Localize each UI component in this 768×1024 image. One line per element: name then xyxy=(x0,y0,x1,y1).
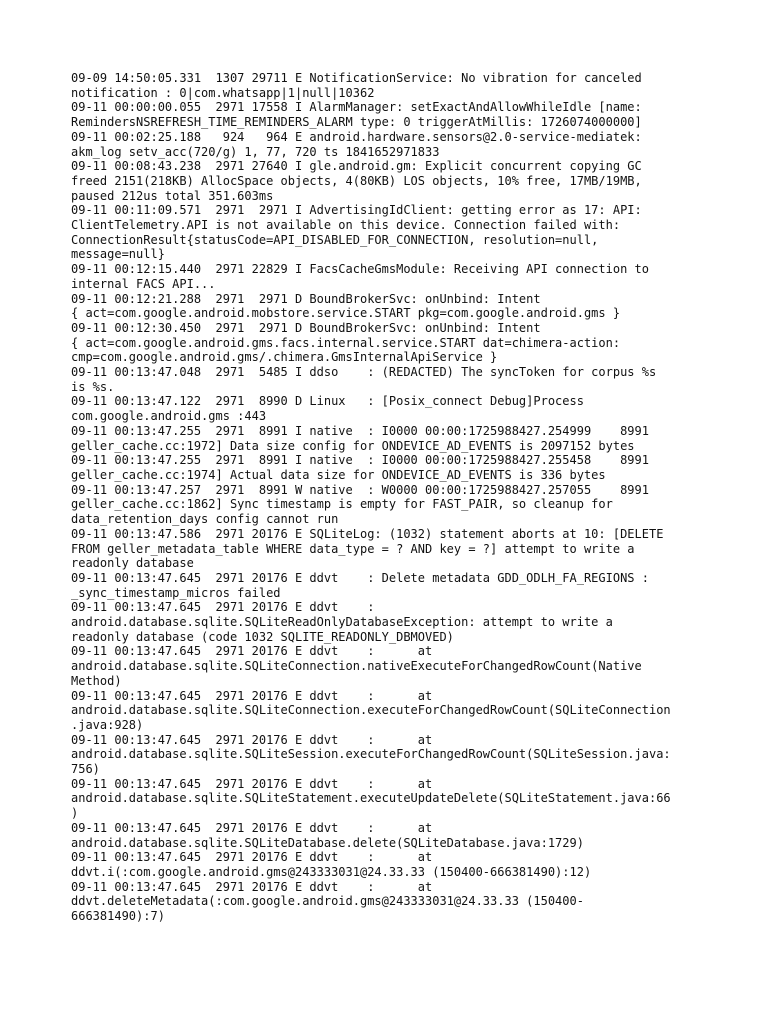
log-line: 09-11 00:08:43.238 2971 27640 I gle.android.gm: Explicit concurrent copying GC xyxy=(71,159,642,174)
log-line: 09-11 00:13:47.645 2971 20176 E ddvt : at xyxy=(71,776,433,791)
log-line: 666381490):7) xyxy=(71,909,165,924)
log-line: 09-11 00:11:09.571 2971 2971 I AdvertisingIdClient: getting error as 17: API: xyxy=(71,203,642,218)
log-line: 09-09 14:50:05.331 1307 29711 E NotificationService: No vibration for canceled xyxy=(71,71,642,85)
log-line: ClientTelemetry.API is not available on this device. Connection failed with: xyxy=(71,218,621,233)
log-line: _sync_timestamp_micros failed xyxy=(71,585,281,600)
log-line: 09-11 00:12:21.288 2971 2971 D BoundBrokerSvc: onUnbind: Intent xyxy=(71,291,541,306)
log-line: android.database.sqlite.SQLiteConnection.nativeExecuteForChangedRowCount(Native xyxy=(71,659,642,674)
log-line: internal FACS API... xyxy=(71,276,216,291)
log-line: is %s. xyxy=(71,379,115,394)
log-line: geller_cache.cc:1974] Actual data size for ONDEVICE_AD_EVENTS is 336 bytes xyxy=(71,467,606,482)
log-line: readonly database (code 1032 SQLITE_READONLY_DBMOVED) xyxy=(71,629,454,644)
log-line: RemindersNSREFRESH_TIME_REMINDERS_ALARM type: 0 triggerAtMillis: 1726074000000] xyxy=(71,115,642,130)
log-line: 09-11 00:13:47.586 2971 20176 E SQLiteLog: (1032) statement aborts at 10: [DELETE xyxy=(71,526,664,541)
log-line: android.database.sqlite.SQLiteConnection.executeForChangedRowCount(SQLiteConnection xyxy=(71,703,671,718)
log-line: 09-11 00:02:25.188 924 964 E android.hardware.sensors@2.0-service-mediatek: xyxy=(71,129,642,144)
log-line: 09-11 00:13:47.255 2971 8991 I native : I0000 00:00:1725988427.254999 8991 xyxy=(71,423,649,438)
log-line: 09-11 00:12:15.440 2971 22829 I FacsCacheGmsModule: Receiving API connection to xyxy=(71,262,649,277)
log-line: 756) xyxy=(71,762,100,777)
log-line: com.google.android.gms :443 xyxy=(71,409,267,424)
log-line: 09-11 00:13:47.645 2971 20176 E ddvt : at xyxy=(71,732,433,747)
log-line: 09-11 00:13:47.122 2971 8990 D Linux : [Posix_connect Debug]Process xyxy=(71,394,584,409)
log-line: 09-11 00:13:47.645 2971 20176 E ddvt : at xyxy=(71,688,433,703)
log-line: Method) xyxy=(71,673,122,688)
log-line: 09-11 00:13:47.645 2971 20176 E ddvt : Delete metadata GDD_ODLH_FA_REGIONS : xyxy=(71,570,649,585)
log-text-block xyxy=(71,71,711,924)
log-line: 09-11 00:13:47.048 2971 5485 I ddso : (REDACTED) The syncToken for corpus %s xyxy=(71,365,657,380)
log-line: 09-11 00:13:47.645 2971 20176 E ddvt : at xyxy=(71,644,433,659)
log-line: geller_cache.cc:1972] Data size config for ONDEVICE_AD_EVENTS is 2097152 bytes xyxy=(71,438,635,453)
log-line: android.database.sqlite.SQLiteStatement.executeUpdateDelete(SQLiteStatement.java:66 xyxy=(71,791,671,806)
log-line: FROM geller_metadata_table WHERE data_type = ? AND key = ?] attempt to write a xyxy=(71,541,635,556)
log-line: 09-11 00:13:47.645 2971 20176 E ddvt : at xyxy=(71,820,433,835)
log-line: geller_cache.cc:1862] Sync timestamp is empty for FAST_PAIR, so cleanup for xyxy=(71,497,613,512)
log-line: data_retention_days config cannot run xyxy=(71,512,339,527)
log-line: cmp=com.google.android.gms/.chimera.GmsInternalApiService } xyxy=(71,350,498,365)
log-line: message=null} xyxy=(71,247,165,262)
log-line: 09-11 00:13:47.645 2971 20176 E ddvt : at xyxy=(71,879,433,894)
log-line: 09-11 00:13:47.257 2971 8991 W native : W0000 00:00:1725988427.257055 8991 xyxy=(71,482,649,497)
log-line: 09-11 00:00:00.055 2971 17558 I AlarmManager: setExactAndAllowWhileIdle [name: xyxy=(71,100,642,115)
log-line: android.database.sqlite.SQLiteDatabase.delete(SQLiteDatabase.java:1729) xyxy=(71,835,584,850)
log-line: 09-11 00:13:47.645 2971 20176 E ddvt : at xyxy=(71,850,433,865)
log-line: android.database.sqlite.SQLiteReadOnlyDatabaseException: attempt to write a xyxy=(71,615,613,630)
log-line: 09-11 00:12:30.450 2971 2971 D BoundBrokerSvc: onUnbind: Intent xyxy=(71,320,541,335)
log-line: 09-11 00:13:47.645 2971 20176 E ddvt : xyxy=(71,600,375,615)
log-line: ) xyxy=(71,806,79,821)
log-line: readonly database xyxy=(71,556,194,571)
log-line: .java:928) xyxy=(71,717,144,732)
log-line: notification : 0|com.whatsapp|1|null|10362 xyxy=(71,85,375,100)
log-line: ConnectionResult{statusCode=API_DISABLED_FOR_CONNECTION, resolution=null, xyxy=(71,232,599,247)
log-line: ddvt.deleteMetadata(:com.google.android.gms@243333031@24.33.33 (150400- xyxy=(71,894,584,909)
log-line: 09-11 00:13:47.255 2971 8991 I native : I0000 00:00:1725988427.255458 8991 xyxy=(71,453,649,468)
log-line: akm_log setv_acc(720/g) 1, 77, 720 ts 1841652971833 xyxy=(71,144,440,159)
log-line: freed 2151(218KB) AllocSpace objects, 4(80KB) LOS objects, 10% free, 17MB/19MB, xyxy=(71,173,642,188)
log-line: ddvt.i(:com.google.android.gms@243333031@24.33.33 (150400-666381490):12) xyxy=(71,864,592,879)
log-line: { act=com.google.android.gms.facs.internal.service.START dat=chimera-action: xyxy=(71,335,621,350)
log-line: { act=com.google.android.mobstore.service.START pkg=com.google.android.gms } xyxy=(71,306,621,321)
log-line: paused 212us total 351.603ms xyxy=(71,188,274,203)
log-line: android.database.sqlite.SQLiteSession.executeForChangedRowCount(SQLiteSession.java: xyxy=(71,747,671,762)
